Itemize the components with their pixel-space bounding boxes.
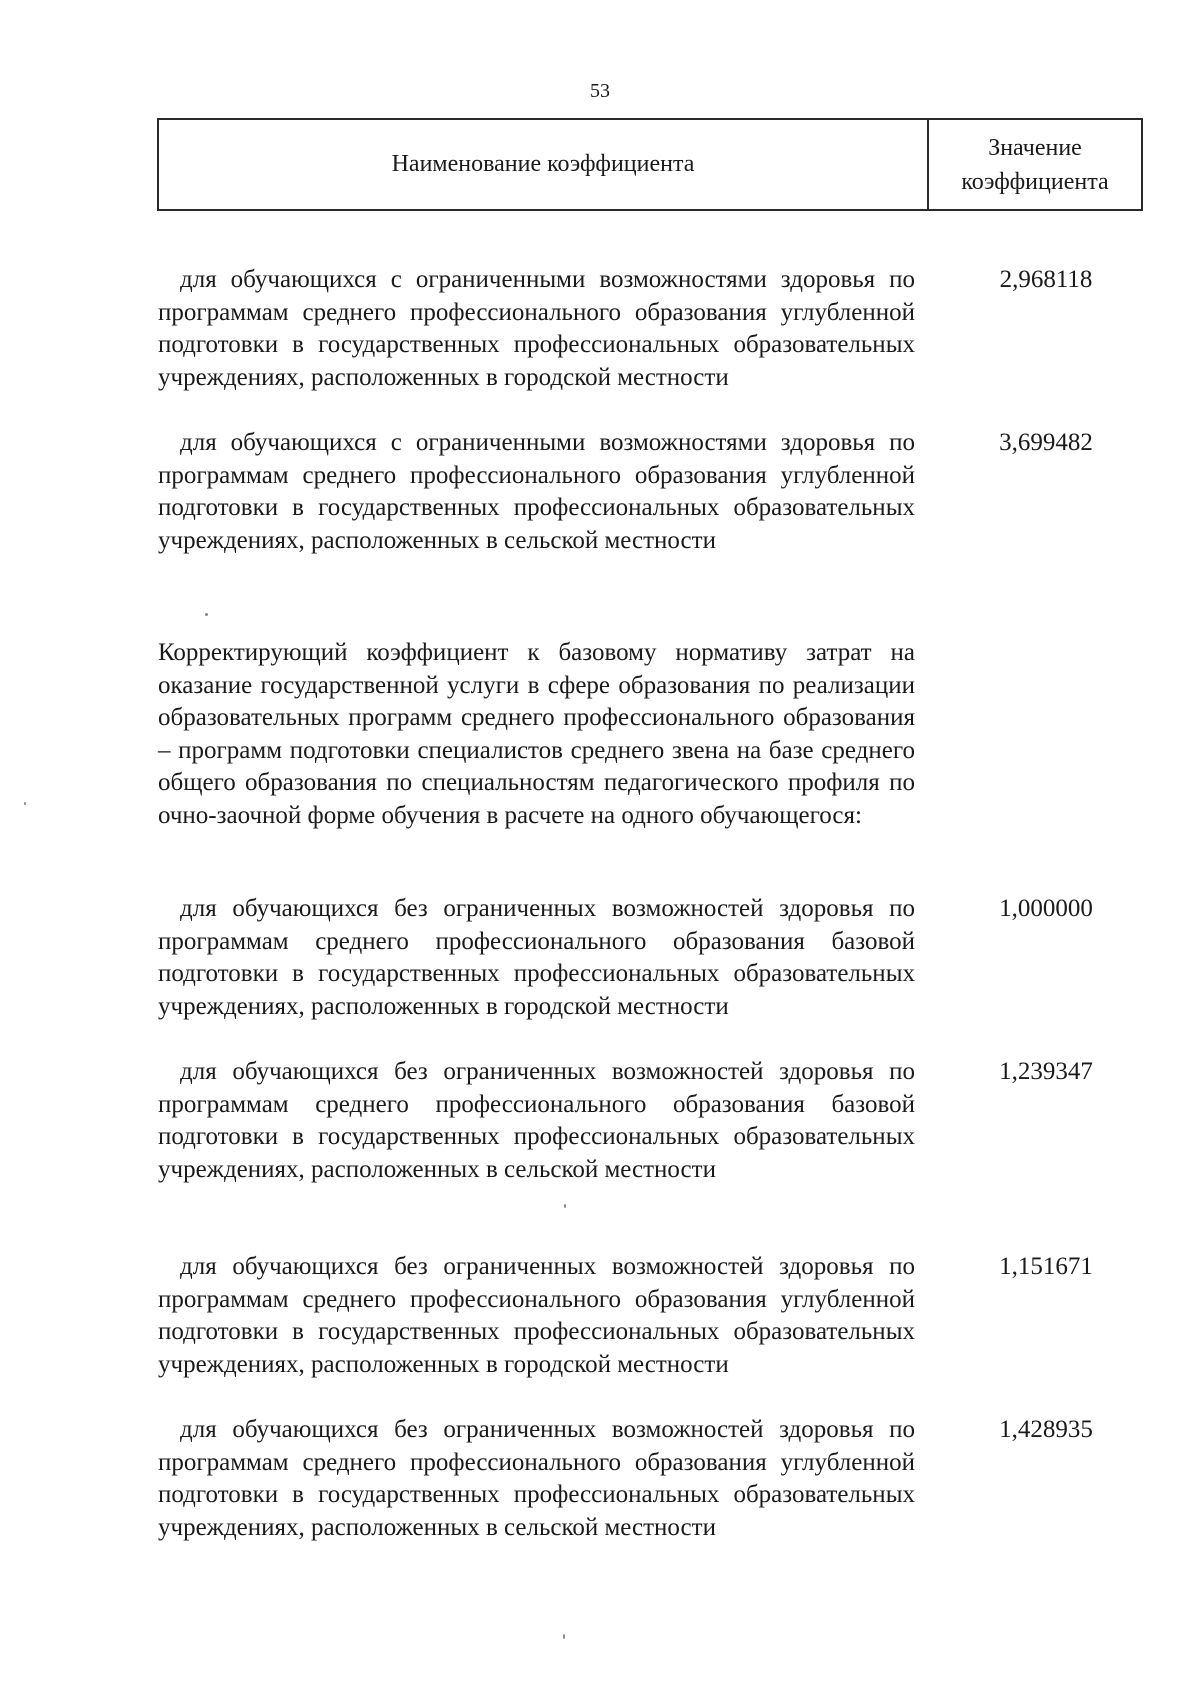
coefficient-row [158, 1056, 1148, 1186]
coefficient-value: 1,151671 [999, 1253, 1093, 1280]
coefficient-description: для обучающихся без ограниченных возможностей здоровья по программам среднего профессионального образования базовой подготовки в государственных профессиональных образовательных учреждениях, расположенных в городской местности [158, 895, 915, 1020]
coefficient-description: для обучающихся без ограниченных возможностей здоровья по программам среднего профессионального образования базовой подготовки в государственных профессиональных образовательных учреждениях, расположенных в сельской местности [158, 1058, 915, 1183]
coefficient-value: 1,000000 [999, 895, 1093, 922]
header-value-column: Значение коэффициента [961, 134, 1109, 195]
scan-speck [24, 802, 26, 805]
scan-speck [563, 1634, 565, 1639]
coefficient-description: для обучающихся без ограниченных возможностей здоровья по программам среднего профессионального образования углубленной подготовки в государственных профессиональных образовательных учреждениях, расположенных в городской местности [158, 1253, 915, 1378]
coefficient-value: 1,428935 [999, 1416, 1093, 1443]
coefficient-row [158, 1251, 1148, 1381]
coefficient-value: 2,968118 [999, 266, 1093, 293]
section-title: Корректирующий коэффициент к базовому нормативу затрат на оказание государственной услуги в сфере образования по реализации образовательных программ среднего профессионального образования – программ подготовки специалистов среднего звена на базе среднего общего образования по специальностям педагогического профиля по очно-заочной форме обучения в расчете на одного обучающегося: [158, 639, 915, 829]
coefficient-row [158, 264, 1148, 394]
coefficient-row [158, 893, 1148, 1023]
coefficient-value: 3,699482 [999, 429, 1093, 456]
page-number: 53 [590, 80, 610, 102]
coefficient-row [158, 427, 1148, 557]
table-header [157, 118, 1143, 211]
scan-speck [564, 1204, 566, 1208]
coefficient-description: для обучающихся с ограниченными возможностями здоровья по программам среднего профессионального образования углубленной подготовки в государственных профессиональных образовательных учреждениях, расположенных в сельской местности [158, 429, 915, 554]
coefficient-value: 1,239347 [999, 1058, 1093, 1085]
coefficient-description: для обучающихся с ограниченными возможностями здоровья по программам среднего профессионального образования углубленной подготовки в государственных профессиональных образовательных учреждениях, расположенных в городской местности [158, 266, 915, 391]
coefficient-row [158, 1414, 1148, 1544]
coefficient-description: для обучающихся без ограниченных возможностей здоровья по программам среднего профессионального образования углубленной подготовки в государственных профессиональных образовательных учреждениях, расположенных в сельской местности [158, 1416, 915, 1541]
header-name-column: Наименование коэффициента [159, 120, 929, 209]
scan-speck [205, 613, 208, 616]
